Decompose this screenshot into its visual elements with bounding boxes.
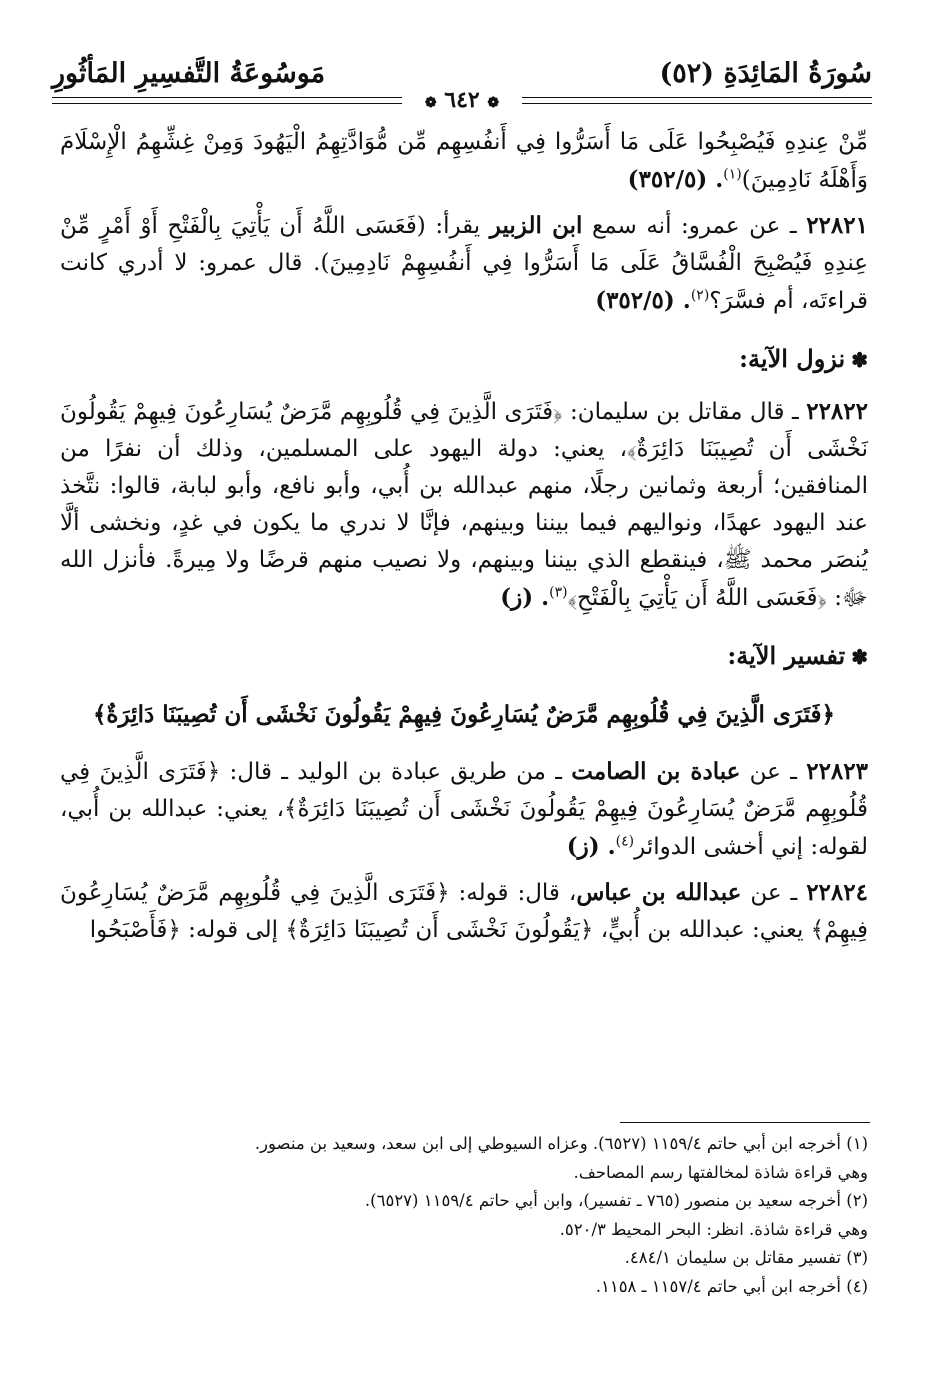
footnotes <box>60 1130 868 1301</box>
footnote: (٤) أخرجه ابن أبي حاتم ١١٥٧/٤ ـ ١١٥٨. <box>595 1276 868 1296</box>
flower-icon: ✽ <box>851 348 868 372</box>
paragraph-text: ، قال: قوله: ﴿فَتَرَى الَّذِينَ فِي قُلُوبِهِم مَّرَضٌ يُسَارِعُونَ فِيهِمْ﴾ يعني: عبدالله بن أُبيٍّ، ﴿يَقُولُونَ نَخْشَى أَن تُصِيبَنَا دَائِرَةٌ﴾ إلى قوله: ﴿فَأَصْبَحُوا <box>60 880 868 943</box>
footnote: (١) أخرجه ابن أبي حاتم ١١٥٩/٤ (٦٥٢٧). وعزاه السيوطي إلى ابن سعد، وسعيد بن منصور. <box>254 1134 868 1153</box>
volume-ref: . (ز) <box>500 584 550 611</box>
footnote-marker: (٤) <box>615 833 635 850</box>
paragraph-text: ـ من طريق عبادة بن الوليد ـ قال: ﴿فَتَرَى الَّذِينَ فِي قُلُوبِهِم مَّرَضٌ يُسَارِعُونَ فِيهِمْ يَقُولُونَ نَخْشَى أَن تُصِيبَنَا دَائِرَةٌ﴾، يعني: عبدالله بن أُبي، لقوله: إني أخشى الدوائر <box>60 759 868 860</box>
footnote: (٣) تفسير مقاتل بن سليمان ٤٨٤/١. <box>624 1248 868 1267</box>
footnote-separator <box>620 1122 870 1123</box>
surah-title: سُورَةُ المَائِدَةِ (٥٢) <box>659 58 872 89</box>
footnote-marker: (٢) <box>690 287 710 304</box>
narration-number: ٢٢٨٢٣ <box>806 758 868 785</box>
page-number-box <box>402 88 522 112</box>
narration-number: ٢٢٨٢٢ <box>806 398 868 425</box>
narrator-name: عبدالله بن عباس <box>576 879 742 906</box>
footnote: وهي قراءة شاذة لمخالفتها رسم المصاحف. <box>573 1162 868 1182</box>
book-title: مَوسُوعَةُ التَّفسِيرِ المَأثُورِ <box>52 58 326 89</box>
paragraph-text: ـ قال مقاتل بن سليمان: ﴿فَتَرَى الَّذِينَ فِي قُلُوبِهِم مَّرَضٌ يُسَارِعُونَ فِيهِمْ يَقُولُونَ نَخْشَى أَن تُصِيبَنَا دَائِرَةٌ﴾، يعني: دولة اليهود على المسلمين، وذلك أن نفرًا من المنافقين؛ أربعة وثمانين رجلًا، منهم عبدالله بن أُبي، وأبو نافع، وأبو لبابة، قالوا: نتَّخذ عند اليهود عهدًا، ونواليهم فيما بيننا وبينهم، فإنَّا لا ندري ما يكون في غدٍ، ونخشى ألَّا يُنصَر محمد ﷺ، فينقطع الذي بيننا وبينهم، ولا نصيب منهم قرضًا ولا مِيرةً. فأنزل الله ﷻ: ﴿فَعَسَى اللَّهُ أَن يَأْتِيَ بِالْفَتْحِ﴾ <box>60 399 868 611</box>
heading-text: تفسير الآية: <box>727 641 846 670</box>
main-text <box>60 124 868 957</box>
narration-22823 <box>60 753 868 866</box>
section-heading-revelation <box>60 340 868 379</box>
narration-number: ٢٢٨٢١ <box>806 212 868 239</box>
volume-ref: . (ز) <box>566 833 616 860</box>
footnote-marker: (٣) <box>549 584 568 601</box>
paragraph-text: ـ عن <box>740 759 807 785</box>
paragraph-text: ـ عن عمرو: أنه سمع <box>582 213 807 239</box>
paragraph-continuation <box>60 124 868 199</box>
paragraph-text: ـ عن <box>741 880 807 906</box>
ornament-icon: ❁ <box>424 95 437 111</box>
heading-text: نزول الآية: <box>739 344 846 373</box>
running-header <box>52 54 872 114</box>
narrator-name: ابن الزبير <box>489 212 583 239</box>
flower-icon: ✽ <box>851 645 868 669</box>
page-number: ٦٤٢ <box>444 87 480 113</box>
volume-ref: . (٣٥٢/٥) <box>627 166 724 193</box>
ornament-icon: ❁ <box>487 95 500 111</box>
section-heading-tafsir <box>60 637 868 676</box>
narration-22822 <box>60 393 868 617</box>
paragraph-text: يقرأ: (فَعَسَى اللَّهُ أَن يَأْتِيَ بِالْفَتْحِ أَوْ أَمْرٍ مِّنْ عِندِهِ فَيُصْبِحَ الْفُسَّاقُ عَلَى مَا أَسَرُّوا فِي أَنفُسِهِمْ نَادِمِينَ). قال عمرو: لا أدري كانت قراءتَه، أم فسَّرَ؟ <box>60 213 868 314</box>
narrator-name: عبادة بن الصامت <box>571 758 741 785</box>
narration-number: ٢٢٨٢٤ <box>806 879 868 906</box>
narration-22821 <box>60 207 868 320</box>
narration-22824 <box>60 874 868 949</box>
footnote: (٢) أخرجه سعيد بن منصور (٧٦٥ ـ تفسير)، وابن أبي حاتم ١١٥٩/٤ (٦٥٢٧). <box>364 1191 868 1210</box>
footnote: وهي قراءة شاذة. انظر: البحر المحيط ٥٢٠/٣. <box>559 1219 868 1239</box>
footnote-marker: (١) <box>723 166 742 183</box>
volume-ref: . (٣٥٢/٥) <box>595 287 691 314</box>
quran-verse: ﴿فَتَرَى الَّذِينَ فِي قُلُوبِهِم مَّرَضٌ يُسَارِعُونَ فِيهِمْ يَقُولُونَ نَخْشَى أَن تُصِيبَنَا دَائِرَةٌ﴾ <box>92 701 836 728</box>
paragraph-text: مِّنْ عِندِهِ فَيُصْبِحُوا عَلَى مَا أَسَرُّوا فِي أَنفُسِهِم مِّن مُّوَادَّتِهِمُ الْيَهُودَ وَمِنْ غِشِّهِمُ الْإِسْلَامَ وَأَهْلَهُ نَادِمِينَ) <box>60 129 868 193</box>
